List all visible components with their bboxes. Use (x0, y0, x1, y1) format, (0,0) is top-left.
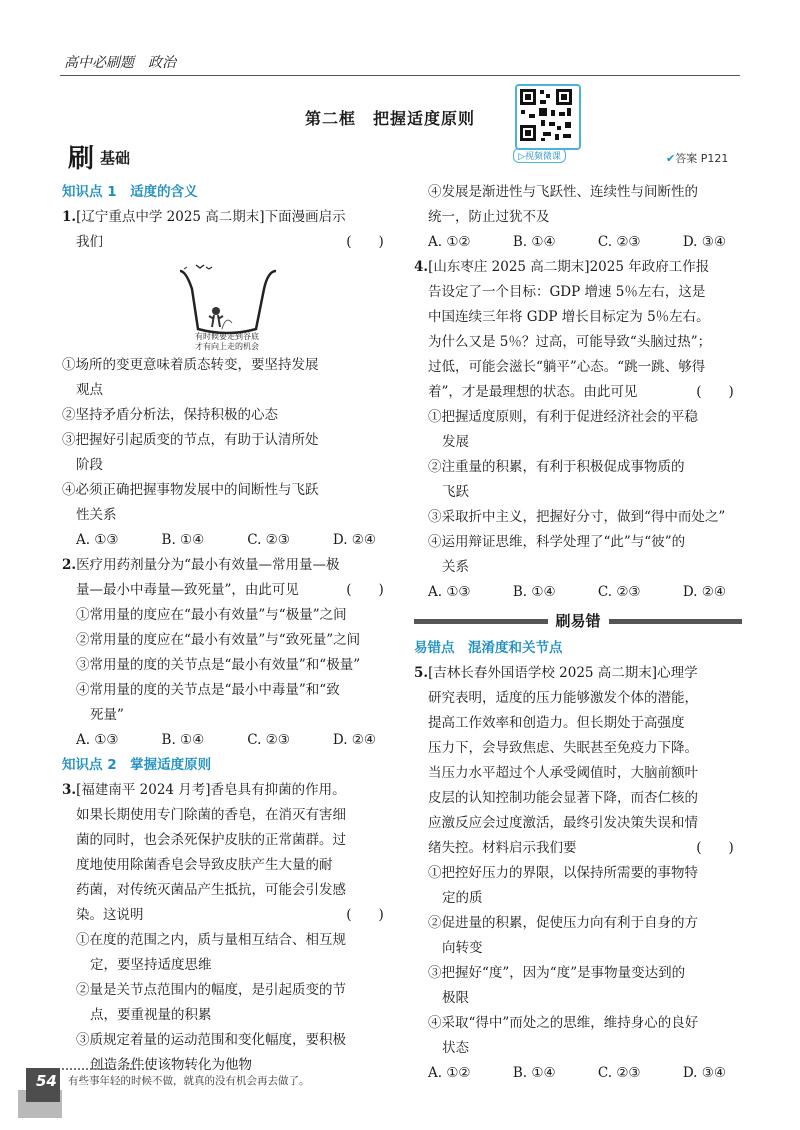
choice-c[interactable]: C. ②③ (597, 1065, 641, 1081)
choice-d[interactable]: D. ③④ (682, 234, 726, 250)
question-stem: 菌的同时，也会杀死保护皮肤的正常菌群。过 (76, 832, 346, 848)
error-point: 易错点 混淆度和关节点 (414, 640, 563, 656)
option-3: ③采取折中主义，把握好分寸，做到“得中而处之” (428, 509, 726, 525)
option-4: ④采取“得中”而处之的思维，维持身心的良好 (428, 1015, 699, 1031)
option-3-cont: 创造条件使该物转化为他物 (90, 1057, 252, 1073)
choice-a[interactable]: A. ①② (428, 234, 471, 250)
option-4: ④常用量的度的关节点是“最小中毒量”和“致 (76, 682, 340, 698)
video-lesson-label[interactable]: ▷视频微课 (513, 148, 566, 163)
question-3 (62, 778, 392, 1078)
question-number: 4. (414, 259, 429, 275)
answer-blank[interactable]: ( ) (696, 384, 734, 400)
question-stem: 压力下，会导致焦虑、失眠甚至免疫力下降。 (428, 740, 698, 756)
right-column (414, 180, 742, 1086)
answer-blank[interactable]: ( ) (346, 582, 384, 598)
left-column (62, 180, 392, 1078)
question-stem: 量—最小中毒量—致死量”，由此可见 (76, 582, 299, 598)
brand-sub: 基础 (100, 149, 131, 167)
section-title: 第二框 把握适度原则 (305, 109, 476, 128)
banner-rule-left (414, 619, 548, 624)
question-stem: 过低，可能会滋长“躺平”心态。“跳一跳、够得 (428, 359, 706, 375)
option-1: ①把控好压力的界限，以保持所需要的事物特 (428, 865, 698, 881)
option-4-cont: 关系 (442, 559, 469, 575)
option-1-cont: 发展 (442, 434, 469, 450)
choice-d[interactable]: D. ②④ (682, 584, 726, 600)
question-stem: 应激反应会过度激活，最终引发决策失误和情 (428, 815, 698, 831)
choice-b[interactable]: B. ①④ (161, 532, 205, 548)
option-3-cont: 极限 (442, 990, 469, 1006)
question-stem: 皮层的认知控制功能会显著下降，而杏仁核的 (428, 790, 698, 806)
option-2: ②坚持矛盾分析法，保持积极的心态 (62, 407, 278, 423)
option-1-cont: 定，要坚持适度思维 (90, 957, 212, 973)
option-1: ①常用量的度应在“最小有效量”与“极量”之间 (76, 607, 347, 623)
brand-mark: 刷 (68, 144, 95, 174)
answer-blank[interactable]: ( ) (696, 840, 734, 856)
choice-b[interactable]: B. ①④ (512, 234, 556, 250)
qr-code-icon (517, 86, 575, 144)
question-2 (62, 553, 392, 753)
question-stem: [山东枣庄 2025 高二期末]2025 年政府工作报 (428, 259, 710, 275)
question-stem: 当压力水平超过个人承受阈值时，大脑前额叶 (428, 765, 698, 781)
question-1 (62, 205, 392, 553)
check-icon: ✔ (666, 152, 676, 165)
question-stem: 如果长期使用专门除菌的香皂，在消灭有害细 (76, 807, 346, 823)
choice-d[interactable]: D. ②④ (332, 532, 376, 548)
question-stem: 医疗用药剂量分为“最小有效量—常用量—极 (76, 557, 340, 573)
choice-a[interactable]: A. ①③ (76, 732, 119, 748)
question-number: 5. (414, 665, 429, 681)
question-stem: [吉林长春外国语学校 2025 高二期末]心理学 (428, 665, 698, 681)
question-stem: 染。这说明 (76, 907, 144, 923)
option-4-cont: 统一，防止过犹不及 (428, 209, 550, 225)
question-3-continued (414, 180, 742, 255)
answer-choices (414, 1061, 742, 1086)
choice-b[interactable]: B. ①④ (512, 584, 556, 600)
question-stem: 我们 (76, 234, 103, 250)
cartoon (62, 259, 392, 351)
question-stem: 药菌，对传统灭菌品产生抵抗，可能会引发感 (76, 882, 346, 898)
option-2: ②促进量的积累，促使压力向有利于自身的方 (428, 915, 698, 931)
question-4 (414, 255, 742, 605)
question-stem: 着”，才是最理想的状态。由此可见 (428, 384, 638, 400)
option-4: ④运用辩证思维，科学处理了“此”与“彼”的 (428, 534, 686, 550)
choice-c[interactable]: C. ②③ (247, 532, 290, 548)
page-number: 54 (36, 1072, 57, 1090)
choice-a[interactable]: A. ①③ (428, 584, 471, 600)
book-title: 高中必刷题 政治 (64, 55, 176, 71)
question-stem: [福建南平 2024 月考]香皂具有抑菌的作用。 (76, 782, 346, 798)
choice-b[interactable]: B. ①④ (512, 1065, 556, 1081)
question-stem: 中国连续三年将 GDP 增长目标定为 5％左右。 (428, 309, 710, 325)
option-3: ③把握好引起质变的节点，有助于认清所处 (62, 432, 319, 448)
answer-blank[interactable]: ( ) (346, 907, 384, 923)
footer-quote: 有些事年轻的时候不做，就真的没有机会再去做了。 (68, 1075, 310, 1087)
option-2: ②常用量的度应在“最小有效量”与“致死量”之间 (76, 632, 361, 648)
banner-title: 刷易错 (555, 612, 601, 630)
question-5 (414, 661, 742, 1086)
option-4-cont: 死量” (90, 707, 124, 723)
question-stem: 告设定了一个目标：GDP 增速 5％左右，这是 (428, 284, 706, 300)
valley-cartoon-illustration (172, 259, 282, 351)
question-number: 3. (62, 782, 77, 798)
question-stem: 为什么又是 5％？过高，可能导致“头脑过热”； (428, 334, 712, 350)
option-2-cont: 点，要重视量的积累 (90, 1007, 212, 1023)
choice-d[interactable]: D. ②④ (332, 732, 376, 748)
option-1-cont: 观点 (76, 382, 103, 398)
option-3-cont: 阶段 (76, 457, 103, 473)
choice-c[interactable]: C. ②③ (597, 234, 641, 250)
cartoon-caption-line-1: 有时候要走到谷底 (195, 332, 259, 341)
answer-choices (414, 580, 742, 605)
option-1: ①场所的变更意味着质态转变，要坚持发展 (62, 357, 319, 373)
option-2: ②注重量的积累，有利于积极促成事物质的 (428, 459, 685, 475)
knowledge-point-1: 知识点 1 适度的含义 (62, 184, 198, 200)
question-number: 2. (62, 557, 77, 573)
question-stem: 提高工作效率和创造力。但长期处于高强度 (428, 715, 685, 731)
option-2: ②量是关节点范围内的幅度，是引起质变的节 (76, 982, 346, 998)
question-stem: 研究表明，适度的压力能够激发个体的潜能， (428, 690, 698, 706)
answer-choices (62, 528, 392, 553)
option-1: ①在度的范围之内，质与量相互结合、相互规 (76, 932, 346, 948)
choice-b[interactable]: B. ①④ (161, 732, 205, 748)
answer-blank[interactable]: ( ) (346, 234, 384, 250)
option-3: ③把握好“度”，因为“度”是事物量变达到的 (428, 965, 686, 981)
answer-choices (414, 230, 742, 255)
question-stem: 绪失控。材料启示我们要 (428, 840, 577, 856)
choice-a[interactable]: A. ①② (428, 1065, 471, 1081)
knowledge-point-2: 知识点 2 掌握适度原则 (62, 757, 212, 773)
option-4-cont: 性关系 (76, 507, 117, 523)
question-number: 1. (62, 209, 77, 225)
cartoon-caption-line-2: 才有向上走的机会 (195, 342, 259, 351)
header-rule (60, 75, 740, 76)
option-2-cont: 飞跃 (442, 484, 469, 500)
banner-rule-right (609, 619, 743, 624)
option-4: ④必须正确把握事物发展中的间断性与飞跃 (62, 482, 319, 498)
answer-reference: ✔答案 P121 (666, 152, 729, 165)
choice-c[interactable]: C. ②③ (597, 584, 641, 600)
question-stem: [辽宁重点中学 2025 高二期末]下面漫画启示 (76, 209, 346, 225)
qr-code[interactable] (515, 84, 581, 150)
option-3: ③质规定着量的运动范围和变化幅度，要积极 (76, 1032, 346, 1048)
choice-a[interactable]: A. ①③ (76, 532, 119, 548)
option-2-cont: 向转变 (442, 940, 483, 956)
question-stem: 度地使用除菌香皂会导致皮肤产生大量的耐 (76, 857, 333, 873)
option-1-cont: 定的质 (442, 890, 483, 906)
footer-dotted-rule (62, 1068, 152, 1070)
choice-d[interactable]: D. ③④ (682, 1065, 726, 1081)
choice-c[interactable]: C. ②③ (247, 732, 290, 748)
option-4: ④发展是渐进性与飞跃性、连续性与间断性的 (428, 184, 698, 200)
error-prone-banner (414, 609, 742, 634)
option-3: ③常用量的度的关节点是“最小有效量”和“极量” (76, 657, 361, 673)
option-4-cont: 状态 (442, 1040, 469, 1056)
answer-choices (62, 728, 392, 753)
option-1: ①把握适度原则，有利于促进经济社会的平稳 (428, 409, 698, 425)
